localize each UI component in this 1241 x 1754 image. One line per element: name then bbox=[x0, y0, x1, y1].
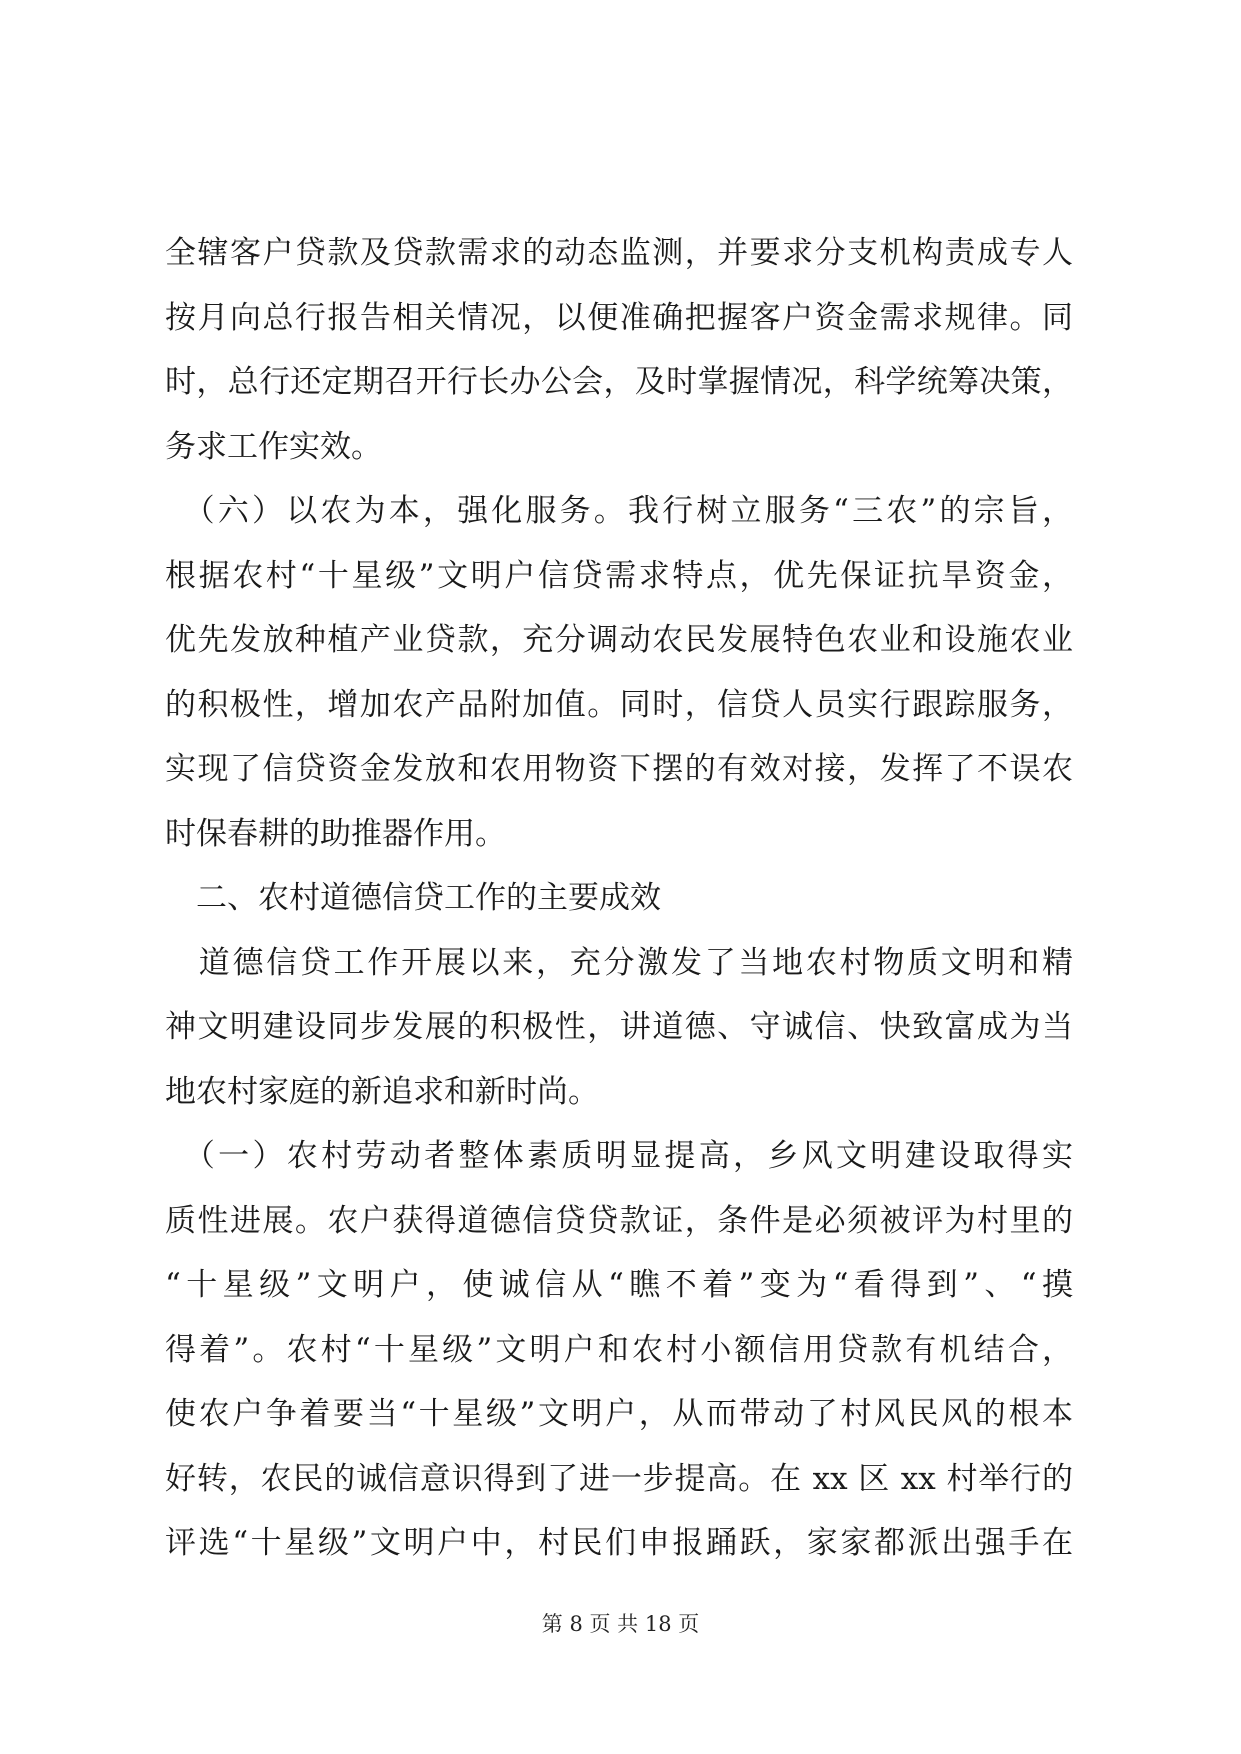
text-line: （一）农村劳动者整体素质明显提高，乡风文明建设取得实 bbox=[165, 1138, 1073, 1174]
text-line: 根据农村“十星级”文明户信贷需求特点，优先保证抗旱资金， bbox=[165, 557, 1073, 594]
text-line: 按月向总行报告相关情况，以便准确把握客户资金需求规律。同 bbox=[165, 299, 1073, 336]
text-line: 神文明建设同步发展的积极性，讲道德、守诚信、快致富成为当 bbox=[165, 1009, 1073, 1045]
text-line: 得着”。农村“十星级”文明户和农村小额信用贷款有机结合， bbox=[165, 1331, 1073, 1368]
text-line: 质性进展。农户获得道德信贷贷款证，条件是必须被评为村里的 bbox=[165, 1202, 1073, 1239]
text-line: 好转，农民的诚信意识得到了进一步提高。在 xx 区 xx 村举行的 bbox=[165, 1460, 1073, 1497]
page-footer: 第 8 页 共 18 页 bbox=[541, 1612, 700, 1636]
text-line: 道德信贷工作开展以来，充分激发了当地农村物质文明和精 bbox=[165, 944, 1073, 981]
text-line: 时保春耕的助推器作用。 bbox=[165, 815, 506, 852]
text-line: 全辖客户贷款及贷款需求的动态监测，并要求分支机构责成专人 bbox=[165, 235, 1073, 271]
text-line: 二、农村道德信贷工作的主要成效 bbox=[165, 880, 661, 916]
text-line: 优先发放种植产业贷款，充分调动农民发展特色农业和设施农业 bbox=[165, 622, 1073, 658]
text-line: 务求工作实效。 bbox=[165, 428, 382, 465]
text-line: 使农户争着要当“十星级”文明户，从而带动了村风民风的根本 bbox=[165, 1396, 1073, 1432]
text-line: 实现了信贷资金发放和农用物资下摆的有效对接，发挥了不误农 bbox=[165, 751, 1073, 787]
text-line: 时，总行还定期召开行长办公会，及时掌握情况，科学统筹决策， bbox=[165, 364, 1073, 400]
text-line: 评选“十星级”文明户中，村民们申报踊跃，家家都派出强手在 bbox=[165, 1525, 1073, 1561]
text-line: 的积极性，增加农产品附加值。同时，信贷人员实行跟踪服务， bbox=[165, 686, 1073, 723]
text-line: 地农村家庭的新追求和新时尚。 bbox=[165, 1073, 599, 1110]
text-line: “十星级”文明户，使诚信从“瞧不着”变为“看得到”、“摸 bbox=[165, 1267, 1073, 1303]
document-body bbox=[165, 228, 1073, 1583]
text-line: （六）以农为本，强化服务。我行树立服务“三农”的宗旨， bbox=[165, 493, 1073, 529]
